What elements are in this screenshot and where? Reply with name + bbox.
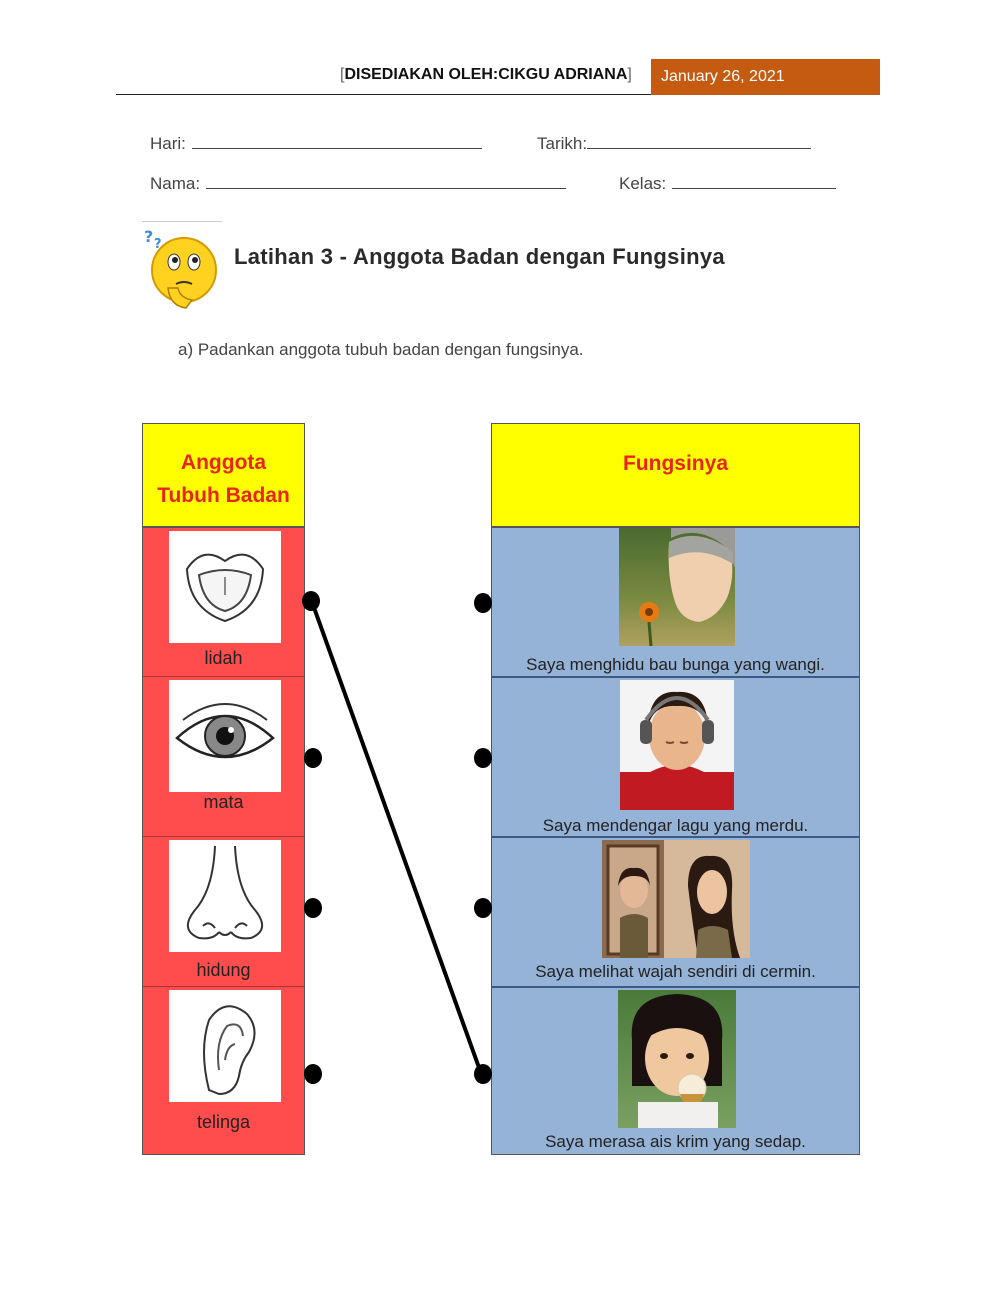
right-table-body	[491, 527, 860, 1155]
kelas-label: Kelas:	[619, 174, 667, 193]
mirror-photo	[602, 840, 750, 958]
prepared-by-text: DISEDIAKAN OLEH:CIKGU ADRIANA	[344, 66, 628, 83]
row-divider	[492, 836, 859, 838]
bracket-open: [	[340, 66, 345, 83]
func-label-smell: Saya menghidu bau bunga yang wangi.	[526, 655, 825, 674]
thinking-face-icon	[140, 224, 224, 316]
ice-cream-photo	[618, 990, 736, 1128]
row-divider	[143, 986, 304, 987]
right-table-header: Fungsinya	[491, 423, 860, 527]
tarikh-field	[537, 134, 811, 154]
page-title: Latihan 3 - Anggota Badan dengan Fungsinya	[234, 244, 725, 269]
header-rule	[116, 94, 651, 95]
left-table-header	[142, 423, 305, 527]
prepared-by-header	[340, 66, 632, 84]
hari-label: Hari:	[150, 134, 186, 153]
row-divider	[492, 986, 859, 988]
left-table-body	[142, 527, 305, 1155]
row-divider	[143, 676, 304, 677]
date-badge: January 26, 2021	[651, 59, 880, 95]
tongue-icon	[169, 531, 281, 643]
svg-text:?: ?	[154, 237, 162, 252]
left-header-line1: Anggota	[180, 451, 267, 474]
row-divider	[492, 676, 859, 678]
svg-text:?: ?	[144, 227, 154, 246]
kelas-input-line[interactable]	[672, 174, 836, 189]
nose-icon	[169, 840, 281, 952]
organ-label-telinga: telinga	[196, 1112, 251, 1132]
kelas-field	[619, 174, 836, 194]
hari-input-line[interactable]	[192, 134, 482, 149]
func-label-taste: Saya merasa ais krim yang sedap.	[545, 1132, 806, 1151]
organ-label-lidah: lidah	[204, 648, 243, 668]
instruction-text: a) Padankan anggota tubuh badan dengan fungsinya.	[178, 340, 584, 359]
tarikh-input-line[interactable]	[587, 134, 811, 149]
nama-input-line[interactable]	[206, 174, 566, 189]
listen-music-photo	[620, 680, 734, 810]
ear-icon	[169, 990, 281, 1102]
func-label-see: Saya melihat wajah sendiri di cermin.	[535, 962, 816, 981]
bracket-close: ]	[627, 66, 632, 83]
hari-field	[150, 134, 482, 154]
title-rule	[142, 221, 222, 222]
nama-label: Nama:	[150, 174, 201, 193]
func-label-hear: Saya mendengar lagu yang merdu.	[542, 816, 809, 835]
row-divider	[143, 836, 304, 837]
left-header-line2: Tubuh Badan	[157, 484, 290, 507]
eye-icon	[169, 680, 281, 792]
organ-label-mata: mata	[203, 792, 244, 812]
smell-flower-photo	[619, 528, 735, 646]
organ-label-hidung: hidung	[196, 960, 251, 980]
match-line	[300, 590, 495, 1090]
tarikh-label: Tarikh:	[537, 134, 588, 153]
nama-field	[150, 174, 566, 194]
